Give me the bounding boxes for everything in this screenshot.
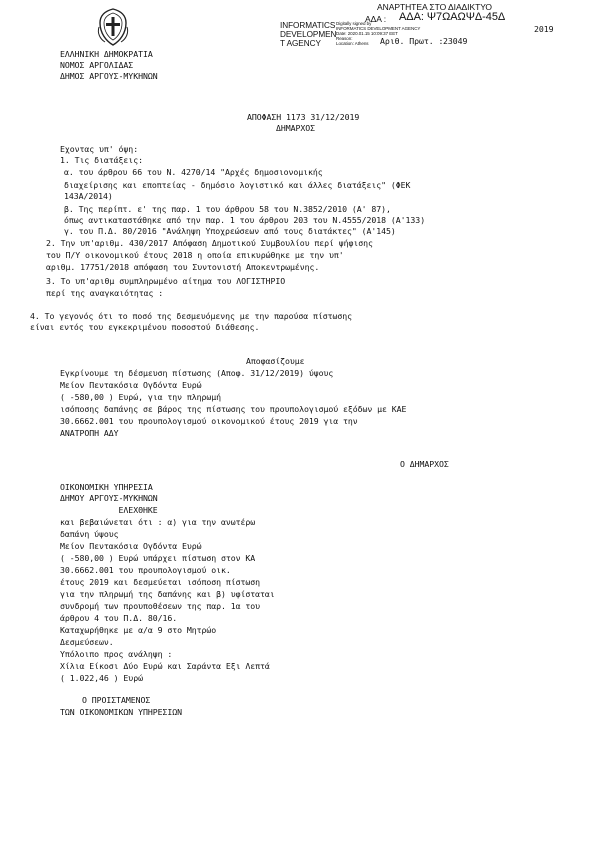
decision-subtitle: ΔΗΜΑΡΧΟΣ [276,123,316,133]
body-line: β. Της περίπτ. ε' της παρ. 1 του άρθρου 58 του Ν.3852/2010 (Α' 87), [64,204,391,214]
finance-line: Δεσμεύσεων. [60,637,114,647]
agency-line-1: INFORMATICS [280,21,336,30]
finance-line: έτους 2019 και δεσμεύεται ισόποση πίστωση [60,577,261,587]
decide-line: ΑΝΑΤΡΟΠΗ ΑΔΥ [60,428,119,438]
decide-line: ( -580,00 ) Ευρώ, για την πληρωμή [60,392,222,402]
finance-line: συνδρομή των προυποθέσεων της παρ. 1α του [60,601,261,611]
digital-signature-stamp [280,0,595,60]
issuer-line-2: ΝΟΜΟΣ ΑΡΓΟΛΙΔΑΣ [60,60,134,70]
body-line: α. του άρθρου 66 του Ν. 4270/14 "Αρχές δημοσιονομικής [64,167,323,177]
ada-value: ΑΔΑ: Ψ7ΩΑΩΨΔ-45Δ [399,11,506,23]
body-line: περί της αναγκαιότητας : [46,288,164,298]
finance-line: ( 1.022,46 ) Ευρώ [60,673,143,683]
greek-emblem-icon [95,7,131,47]
finance-line: για την πληρωμή της δαπάνης και β) υφίσταται [60,589,275,599]
year-value: 2019 [534,24,554,34]
finance-line: Υπόλοιπο προς ανάληψη : [60,649,173,659]
finance-line: ΔΗΜΟΥ ΑΡΓΟΥΣ-ΜΥΚΗΝΩΝ [60,493,158,503]
agency-line-2: DEVELOPMEN [280,30,337,39]
finance-line: Μείον Πεντακόσια Ογδόντα Ευρώ [60,541,202,551]
body-line: Εχοντας υπ' όψη: [60,144,139,154]
finance-line: Χίλια Είκοσι Δύο Ευρώ και Σαράντα Εξι Λεπτά [60,661,270,671]
ada-label: ΑΔΑ : [365,14,387,24]
protocol-label: Αριθ. Πρωτ. : [380,36,444,46]
body-line: όπως αντικαταστάθηκε από την παρ. 1 του άρθρου 203 του Ν.4555/2018 (Α'133) [64,215,426,225]
decide-heading: Αποφασίζουμε [246,356,305,366]
finance-line: 30.6662.001 του προυπολογισμού οικ. [60,565,231,575]
decide-line: ισόποσης δαπάνης σε βάρος της πίστωσης του προυπολογισμού εξόδων με ΚΑΕ [60,404,407,414]
finance-line: ΟΙΚΟΝΟΜΙΚΗ ΥΠΗΡΕΣΙΑ [60,482,153,492]
protocol-value: 23049 [443,36,468,46]
body-line: αριθμ. 17751/2018 απόφαση του Συντονιστή Αποκεντρωμένης. [46,262,320,272]
signature-details: Digitally signed by INFORMATICS DEVELOPMENT AGENCY Date: 2020.01.15 10:09:37 EET Reason: Location: Athens [336,21,421,46]
body-line: 3. Το υπ'αριθμ συμπληρωμένο αίτημα του ΛΟΓΙΣΤΗΡΙΟ [46,276,286,286]
body-line: 4. Το γεγονός ότι το ποσό της δεσμευόμενης με την παρούσα πίστωσης [30,311,353,321]
body-line: διαχείρισης και εποπτείας - δημόσιο λογιστικό και άλλες διατάξεις" (ΦΕΚ [64,180,411,190]
decide-line: Μείον Πεντακόσια Ογδόντα Ευρώ [60,380,202,390]
finance-line: ΕΛΕΧΘΗΚΕ [60,505,158,515]
body-line: 2. Την υπ'αριθμ. 430/2017 Απόφαση Δημοτικού Συμβουλίου περί ψήφισης [46,238,373,248]
agency-line-3: T AGENCY [280,39,321,48]
decide-line: Εγκρίνουμε τη δέσμευση πίστωσης (Αποφ. 31/12/2019) ύψους [60,368,334,378]
issuer-line-1: ΕΛΛΗΝΙΚΗ ΔΗΜΟΚΡΑΤΙΑ [60,49,153,59]
finance-line: δαπάνη ύψους [60,529,119,539]
finance-line: ( -580,00 ) Ευρώ υπάρχει πίστωση στον ΚΑ [60,553,256,563]
decision-title: ΑΠΟΦΑΣΗ 1173 31/12/2019 [247,112,360,122]
finance-line: Καταχωρήθηκε με α/α 9 στο Μητρώο [60,625,217,635]
issuer-line-3: ΔΗΜΟΣ ΑΡΓΟΥΣ-ΜΥΚΗΝΩΝ [60,71,158,81]
body-line: γ. του Π.Δ. 80/2016 "Ανάληψη Υποχρεώσεων από τους διατάκτες" (Α'145) [64,226,396,236]
posted-online-label: ΑΝΑΡΤΗΤΕΑ ΣΤΟ ΔΙΑΔΙΚΤΥΟ [377,2,492,12]
finance-line: και βεβαιώνεται ότι : α) για την ανωτέρω [60,517,256,527]
finance-signer-department: ΤΩΝ ΟΙΚΟΝΟΜΙΚΩΝ ΥΠΗΡΕΣΙΩΝ [60,707,182,717]
finance-signer-title: Ο ΠΡΟΙΣΤΑΜΕΝΟΣ [82,695,151,705]
body-line: 1. Τις διατάξεις: [60,155,143,165]
finance-line: άρθρου 4 του Π.Δ. 80/16. [60,613,178,623]
body-line: του Π/Υ οικονομικού έτους 2018 η οποία επικυρώθηκε με την υπ' [46,250,344,260]
mayor-signer: Ο ΔΗΜΑΡΧΟΣ [400,459,449,469]
decide-line: 30.6662.001 του προυπολογισμού οικονομικού έτους 2019 για την [60,416,358,426]
body-line: είναι εντός του εγκεκριμένου ποσοστού διάθεσης. [30,322,260,332]
body-line: 143Α/2014) [64,191,113,201]
